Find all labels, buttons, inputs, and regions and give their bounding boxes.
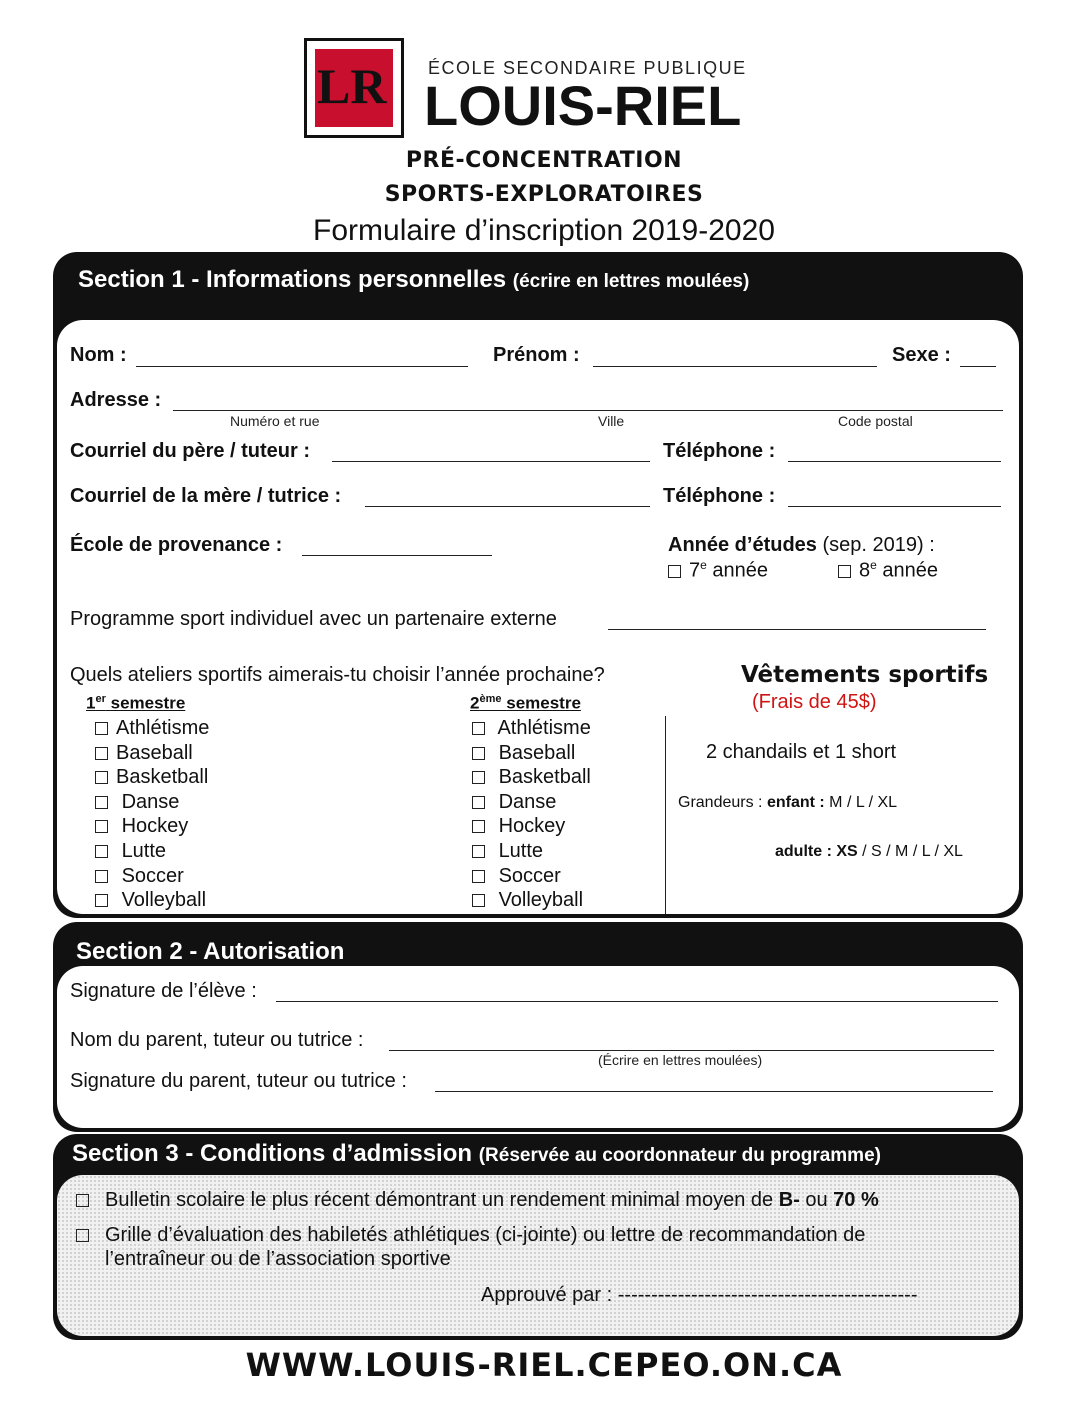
nom-label: Nom : bbox=[70, 344, 127, 366]
nom-parent-field[interactable] bbox=[389, 1050, 994, 1051]
programme-field[interactable] bbox=[608, 629, 986, 630]
sexe-label: Sexe : bbox=[892, 344, 951, 366]
sem1-checkbox[interactable] bbox=[95, 845, 108, 858]
sem1-checkbox[interactable] bbox=[95, 870, 108, 883]
annee-label: Année d’études (sep. 2019) : bbox=[668, 534, 935, 556]
address-hint-street: Numéro et rue bbox=[230, 413, 320, 429]
sem1-sport-option[interactable]: Soccer bbox=[95, 864, 209, 889]
sem1-sport-option[interactable]: Volleyball bbox=[95, 888, 209, 913]
school-name: LOUIS-RIEL bbox=[424, 74, 742, 137]
sem1-sport-option[interactable]: Danse bbox=[95, 790, 209, 815]
sem2-checkbox[interactable] bbox=[472, 796, 485, 809]
sem2-sport-option[interactable]: Athlétisme bbox=[472, 716, 591, 741]
website-url[interactable]: WWW.LOUIS-RIEL.CEPEO.ON.CA bbox=[245, 1346, 843, 1384]
sexe-field[interactable] bbox=[960, 366, 996, 367]
section3-title: Section 3 - Conditions d’admission (Réservée au coordonnateur du programme) bbox=[72, 1140, 881, 1167]
frais-note: (Frais de 45$) bbox=[752, 691, 877, 713]
sem2-checkbox[interactable] bbox=[472, 870, 485, 883]
sem2-checkbox[interactable] bbox=[472, 722, 485, 735]
logo-emblem bbox=[315, 49, 393, 127]
section2-title: Section 2 - Autorisation bbox=[76, 938, 345, 965]
sem2-sport-option[interactable]: Lutte bbox=[472, 839, 591, 864]
approuve-par: Approuvé par : --------------------------------------------- bbox=[481, 1284, 918, 1306]
sem1-checkbox[interactable] bbox=[95, 820, 108, 833]
sem2-sport-option[interactable]: Volleyball bbox=[472, 888, 591, 913]
sem2-sport-option[interactable]: Hockey bbox=[472, 814, 591, 839]
telephone-pere-label: Téléphone : bbox=[663, 440, 776, 462]
adresse-label: Adresse : bbox=[70, 389, 162, 411]
sem1-checkbox[interactable] bbox=[95, 722, 108, 735]
grade7-option[interactable]: 7e année bbox=[668, 558, 768, 583]
ecole-field[interactable] bbox=[302, 555, 492, 556]
signature-parent-field[interactable] bbox=[435, 1091, 993, 1092]
nom-parent-label: Nom du parent, tuteur ou tutrice : bbox=[70, 1029, 364, 1051]
courriel-mere-label: Courriel de la mère / tutrice : bbox=[70, 485, 342, 507]
sem1-sport-option[interactable]: Baseball bbox=[95, 741, 209, 766]
semester2-sports-list bbox=[472, 716, 591, 913]
bulletin-checkbox[interactable] bbox=[76, 1194, 89, 1207]
ateliers-question: Quels ateliers sportifs aimerais-tu choisir l’année prochaine? bbox=[70, 664, 605, 686]
chandails-note: 2 chandails et 1 short bbox=[706, 741, 897, 763]
sem2-sport-option[interactable]: Danse bbox=[472, 790, 591, 815]
semester2-heading: 2ème semestre bbox=[470, 693, 581, 713]
telephone-mere-field[interactable] bbox=[788, 506, 1001, 507]
signature-eleve-field[interactable] bbox=[276, 1001, 998, 1002]
programme-label: Programme sport individuel avec un partenaire externe bbox=[70, 608, 557, 630]
sem2-checkbox[interactable] bbox=[472, 894, 485, 907]
grandeurs-adulte: adulte : XS / S / M / L / XL bbox=[775, 843, 963, 860]
column-divider bbox=[665, 716, 666, 914]
condition-grille-cont: l’entraîneur ou de l’association sportive bbox=[105, 1248, 451, 1270]
sem2-sport-option[interactable]: Baseball bbox=[472, 741, 591, 766]
address-hint-city: Ville bbox=[598, 413, 625, 429]
courriel-pere-field[interactable] bbox=[332, 461, 650, 462]
nom-field[interactable] bbox=[136, 366, 468, 367]
sem1-sport-option[interactable]: Hockey bbox=[95, 814, 209, 839]
sem2-checkbox[interactable] bbox=[472, 845, 485, 858]
adresse-field[interactable] bbox=[173, 410, 1003, 411]
logo-letters: LR bbox=[317, 58, 387, 114]
condition-grille[interactable]: Grille d’évaluation des habiletés athlétiques (ci-jointe) ou lettre de recommandation de bbox=[76, 1224, 865, 1247]
grade8-option[interactable]: 8e année bbox=[838, 558, 938, 583]
semester1-heading: 1er semestre bbox=[86, 693, 186, 713]
signature-eleve-label: Signature de l’élève : bbox=[70, 980, 257, 1002]
semester1-sports-list bbox=[95, 716, 209, 913]
sem2-checkbox[interactable] bbox=[472, 820, 485, 833]
form-title: Formulaire d’inscription 2019-2020 bbox=[313, 214, 775, 247]
grade7-checkbox[interactable] bbox=[668, 565, 681, 578]
program-subtitle: SPORTS-EXPLORATOIRES bbox=[384, 182, 704, 207]
sem1-sport-option[interactable]: Basketball bbox=[95, 765, 209, 790]
school-logo bbox=[304, 38, 404, 138]
sem2-sport-option[interactable]: Soccer bbox=[472, 864, 591, 889]
telephone-pere-field[interactable] bbox=[788, 461, 1001, 462]
prenom-label: Prénom : bbox=[493, 344, 580, 366]
ecole-label: École de provenance : bbox=[70, 534, 283, 556]
sem1-checkbox[interactable] bbox=[95, 894, 108, 907]
address-hint-postal: Code postal bbox=[838, 413, 913, 429]
grade8-checkbox[interactable] bbox=[838, 565, 851, 578]
sem2-checkbox[interactable] bbox=[472, 747, 485, 760]
sem1-sport-option[interactable]: Lutte bbox=[95, 839, 209, 864]
sem1-sport-option[interactable]: Athlétisme bbox=[95, 716, 209, 741]
vetements-title: Vêtements sportifs bbox=[741, 662, 989, 688]
sem1-checkbox[interactable] bbox=[95, 747, 108, 760]
school-subtitle: ÉCOLE SECONDAIRE PUBLIQUE bbox=[428, 58, 747, 78]
approuve-line[interactable]: --------------------------------------------- bbox=[617, 1284, 918, 1306]
prenom-field[interactable] bbox=[593, 366, 877, 367]
lettres-moulees-hint: (Écrire en lettres moulées) bbox=[598, 1052, 763, 1068]
grandeurs-enfant: Grandeurs : enfant : M / L / XL bbox=[678, 794, 898, 811]
courriel-mere-field[interactable] bbox=[365, 506, 650, 507]
courriel-pere-label: Courriel du père / tuteur : bbox=[70, 440, 311, 462]
grille-checkbox[interactable] bbox=[76, 1229, 89, 1242]
condition-bulletin[interactable]: Bulletin scolaire le plus récent démontrant un rendement minimal moyen de B- ou 70 % bbox=[76, 1189, 879, 1212]
sem2-sport-option[interactable]: Basketball bbox=[472, 765, 591, 790]
section1-title: Section 1 - Informations personnelles (écrire en lettres moulées) bbox=[78, 266, 750, 293]
sem1-checkbox[interactable] bbox=[95, 771, 108, 784]
telephone-mere-label: Téléphone : bbox=[663, 485, 776, 507]
sem2-checkbox[interactable] bbox=[472, 771, 485, 784]
sem1-checkbox[interactable] bbox=[95, 796, 108, 809]
program-title: PRÉ-CONCENTRATION bbox=[405, 148, 683, 173]
signature-parent-label: Signature du parent, tuteur ou tutrice : bbox=[70, 1070, 407, 1092]
